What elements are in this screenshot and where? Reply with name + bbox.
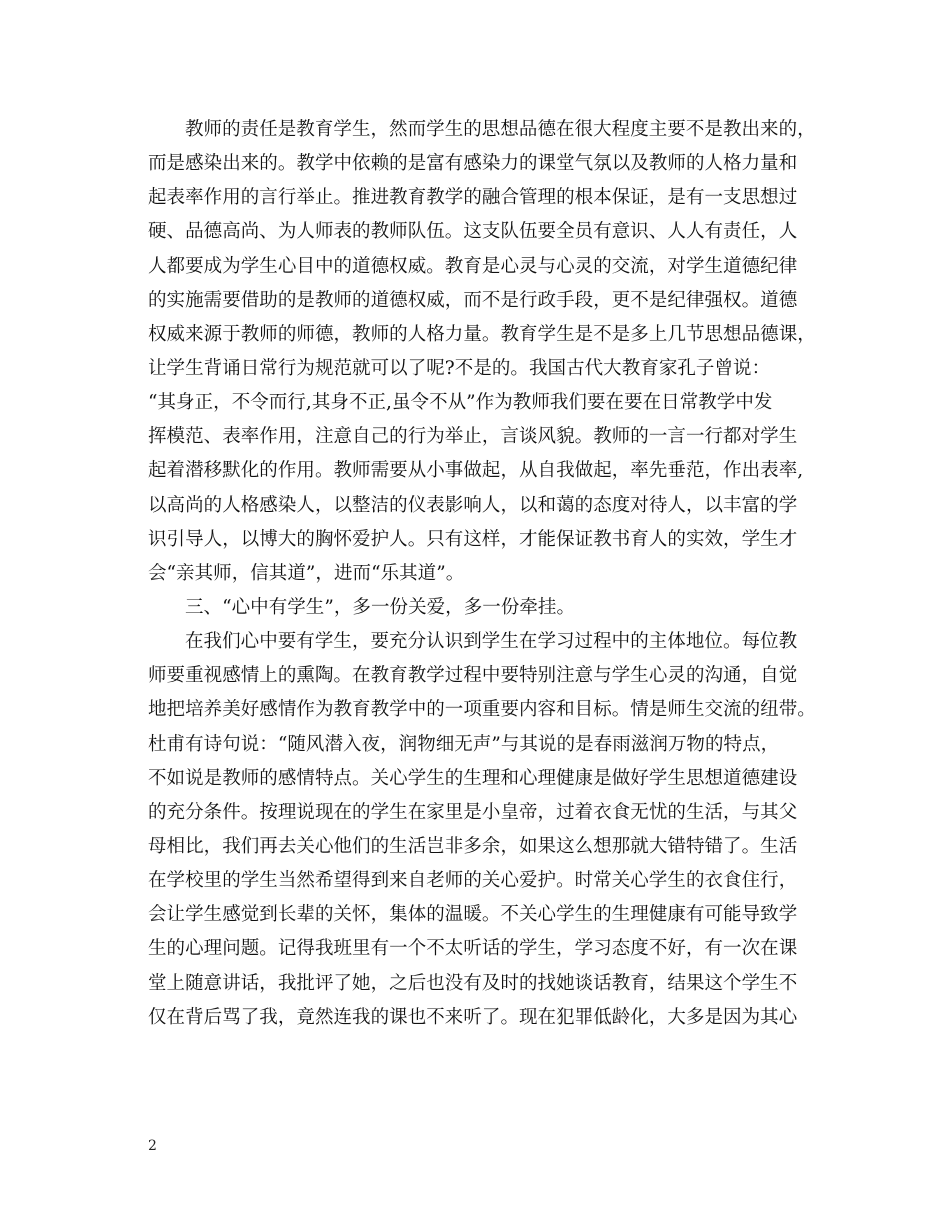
page-number: 2	[148, 1138, 157, 1154]
paragraph-line: 师要重视感情上的熏陶。在教育教学过程中要特别注意与学生心灵的沟通，自觉	[148, 665, 798, 687]
paragraph-line: 起表率作用的言行举止。推进教育教学的融合管理的根本保证，是有一支思想过	[148, 187, 798, 209]
paragraph-line: 地把培养美好感情作为教育教学中的一项重要内容和目标。情是师生交流的纽带。	[148, 699, 816, 721]
paragraph-line: 堂上随意讲话，我批评了她，之后也没有及时的找她谈话教育，结果这个学生不	[148, 972, 798, 994]
paragraph-line: 在学校里的学生当然希望得到来自老师的关心爱护。时常关心学生的衣食住行，	[148, 870, 798, 892]
paragraph-line: 母相比，我们再去关心他们的生活岂非多余，如果这么想那就大错特错了。生活	[148, 835, 798, 857]
paragraph-line: 教师的责任是教育学生，然而学生的思想品德在很大程度主要不是教出来的，	[185, 119, 816, 140]
paragraph-line: 的实施需要借助的是教师的道德权威，而不是行政手段，更不是纪律强权。道德	[148, 289, 798, 311]
paragraph-line: 会让学生感觉到长辈的关怀，集体的温暖。不关心学生的生理健康有可能导致学	[148, 904, 798, 926]
paragraph-line: 让学生背诵日常行为规范就可以了呢?不是的。我国古代大教育家孔子曾说：	[148, 357, 771, 379]
paragraph-line: 的充分条件。按理说现在的学生在家里是小皇帝，过着衣食无忧的生活，与其父	[148, 801, 798, 823]
paragraph-line: 而是感染出来的。教学中依赖的是富有感染力的课堂气氛以及教师的人格力量和	[148, 153, 798, 175]
paragraph-line: 人都要成为学生心目中的道德权威。教育是心灵与心灵的交流，对学生道德纪律	[148, 255, 798, 277]
paragraph-line: 以高尚的人格感染人，以整洁的仪表影响人，以和蔼的态度对待人，以丰富的学	[148, 494, 798, 516]
paragraph-line: 权威来源于教师的师德，教师的人格力量。教育学生是不是多上几节思想品德课，	[148, 323, 816, 345]
paragraph-line: 不如说是教师的感情特点。关心学生的生理和心理健康是做好学生思想道德建设	[148, 767, 798, 789]
paragraph-line: 会“亲其师，信其道”，进而“乐其道”。	[148, 562, 465, 584]
section-heading: 三、“心中有学生”，多一份关爱，多一份牵挂。	[185, 596, 576, 618]
paragraph-line: “其身正，不令而行,其身不正,虽令不从”作为教师我们要在要在日常教学中发	[148, 392, 773, 414]
paragraph-line: 杜甫有诗句说：“随风潜入夜，润物细无声”与其说的是春雨滋润万物的特点，	[148, 733, 780, 755]
document-body	[148, 113, 816, 1035]
paragraph-line: 起着潜移默化的作用。教师需要从小事做起，从自我做起，率先垂范，作出表率,	[148, 460, 804, 482]
paragraph-line: 仅在背后骂了我，竟然连我的课也不来听了。现在犯罪低龄化，大多是因为其心	[148, 1006, 798, 1028]
paragraph-line: 生的心理问题。记得我班里有一个不太听话的学生，学习态度不好，有一次在课	[148, 938, 798, 960]
paragraph-line: 挥模范、表率作用，注意自己的行为举止，言谈风貌。教师的一言一行都对学生	[148, 426, 798, 448]
paragraph-line: 硬、品德高尚、为人师表的教师队伍。这支队伍要全员有意识、人人有责任，人	[148, 221, 798, 243]
paragraph-line: 在我们心中要有学生，要充分认识到学生在学习过程中的主体地位。每位教	[185, 631, 798, 653]
paragraph-line: 识引导人，以博大的胸怀爱护人。只有这样，才能保证教书育人的实效，学生才	[148, 528, 798, 550]
